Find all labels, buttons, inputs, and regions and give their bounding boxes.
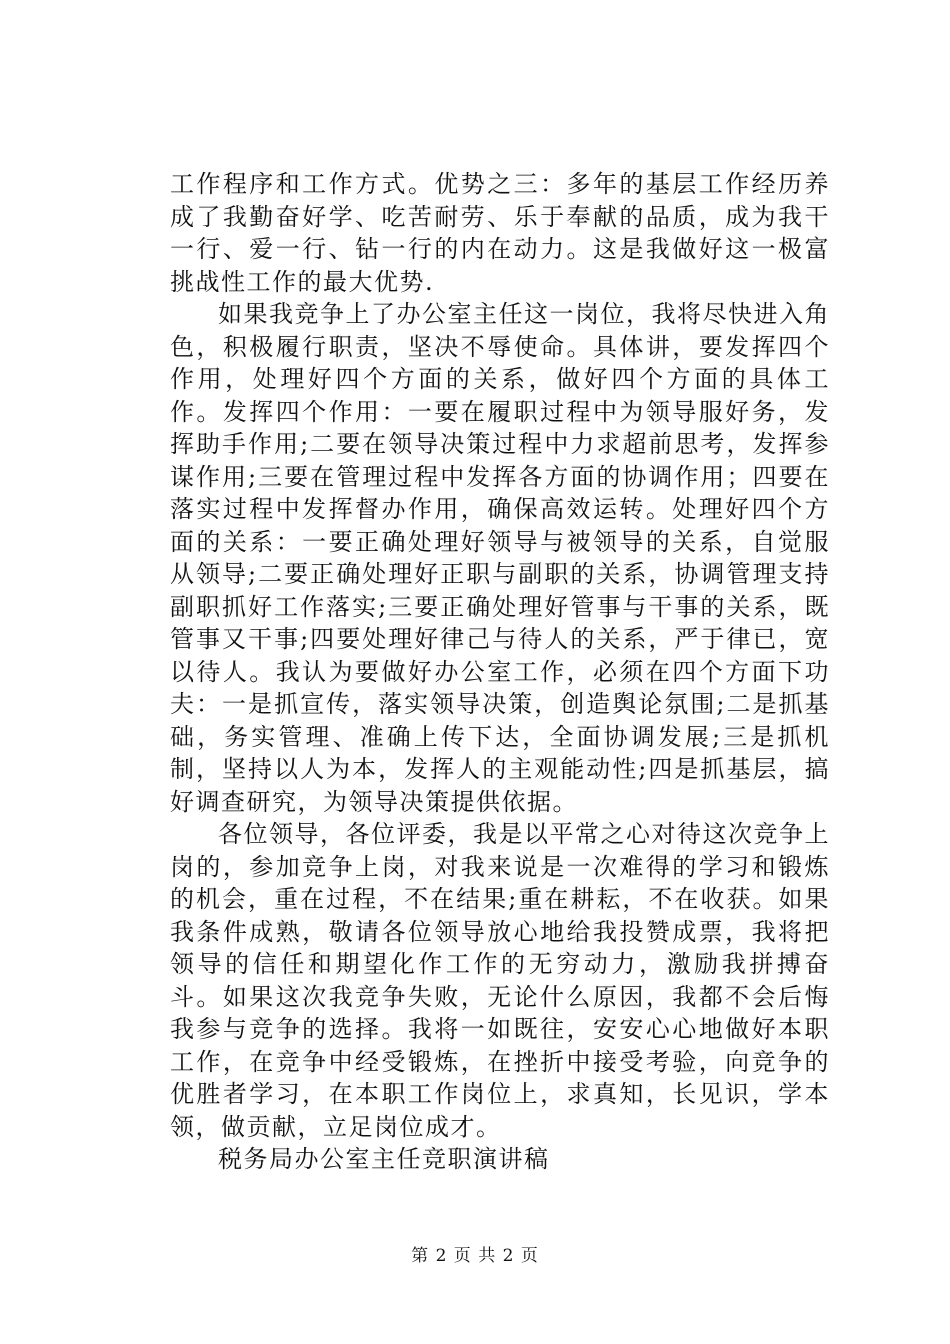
document-body xyxy=(170,168,830,1176)
paragraph-1: 工作程序和工作方式。优势之三：多年的基层工作经历养成了我勤奋好学、吃苦耐劳、乐于奉献的品质，成为我干一行、爱一行、钻一行的内在动力。这是我做好这一极富挑战性工作的最大优势. xyxy=(170,170,830,296)
page-number-footer: 第 2 页 共 2 页 xyxy=(411,1246,539,1266)
document-title-line: 税务局办公室主任竞职演讲稿 xyxy=(218,1145,550,1173)
paragraph-3: 各位领导，各位评委，我是以平常之心对待这次竞争上岗的，参加竞争上岗，对我来说是一次难得的学习和锻炼的机会，重在过程，不在结果;重在耕耘，不在收获。如果我条件成熟，敬请各位领导放心地给我投赞成票，我将把领导的信任和期望化作工作的无穷动力，激励我拼搏奋斗。如果这次我竞争失败，无论什么原因，我都不会后悔我参与竞争的选择。我将一如既往，安安心心地做好本职工作，在竞争中经受锻炼，在挫折中接受考验，向竞争的优胜者学习，在本职工作岗位上，求真知，长见识，学本领，做贡献，立足岗位成才。 xyxy=(170,820,830,1141)
paragraph-2: 如果我竞争上了办公室主任这一岗位，我将尽快进入角色，积极履行职责，坚决不辱使命。具体讲，要发挥四个作用，处理好四个方面的关系，做好四个方面的具体工作。发挥四个作用：一要在履职过程中为领导服好务，发挥助手作用;二要在领导决策过程中力求超前思考，发挥参谋作用;三要在管理过程中发挥各方面的协调作用；四要在落实过程中发挥督办作用，确保高效运转。处理好四个方面的关系：一要正确处理好领导与被领导的关系，自觉服从领导;二要正确处理好正职与副职的关系，协调管理支持副职抓好工作落实;三要正确处理好管事与干事的关系，既管事又干事;四要处理好律己与待人的关系，严于律已，宽以待人。我认为要做好办公室工作，必须在四个方面下功夫：一是抓宣传，落实领导决策，创造舆论氛围;二是抓基础，务实管理、准确上传下达，全面协调发展;三是抓机制，坚持以人为本，发挥人的主观能动性;四是抓基层，搞好调查研究，为领导决策提供依据。 xyxy=(170,300,830,816)
